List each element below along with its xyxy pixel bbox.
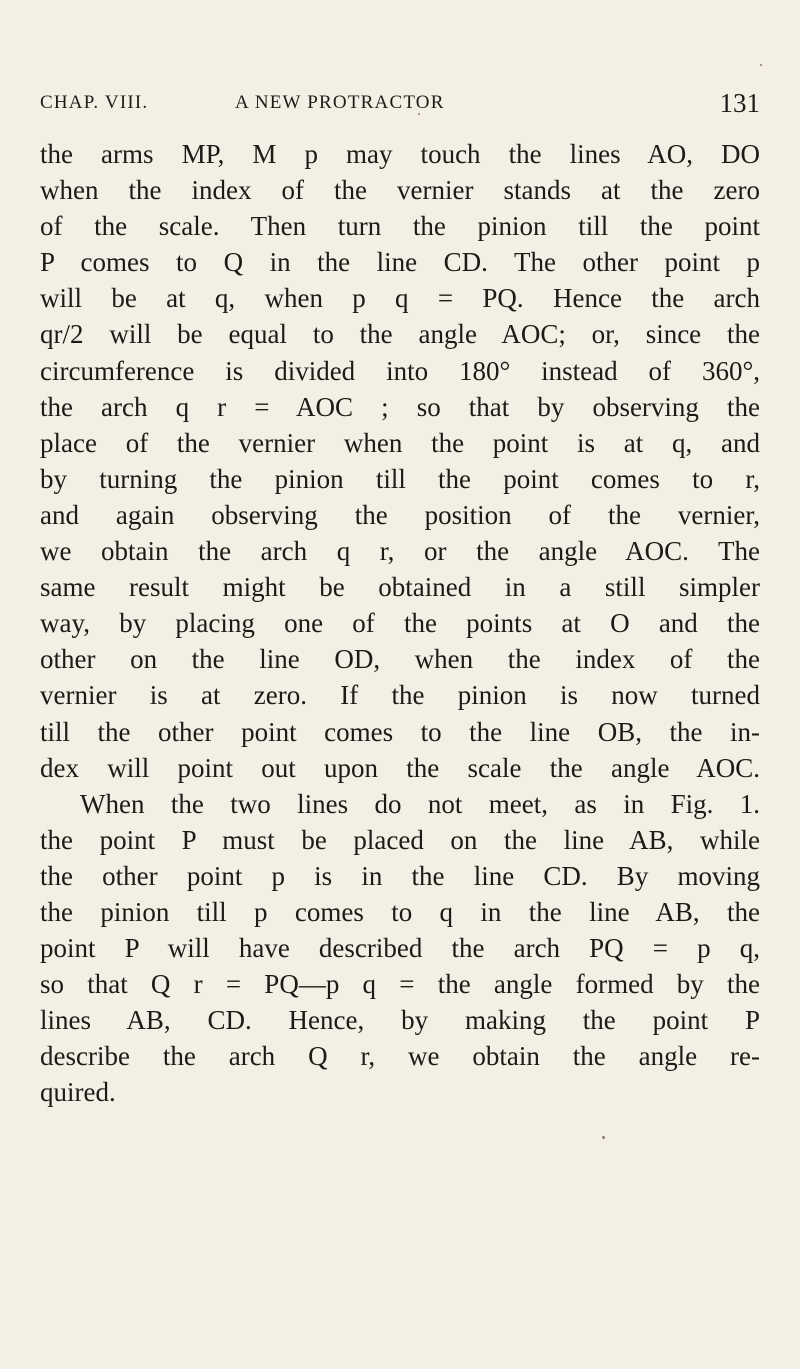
text-line: dex will point out upon the scale the angle AOC.: [40, 752, 760, 783]
paper-speck: [760, 64, 762, 66]
running-head: [40, 88, 760, 122]
text-line: so that Q r = PQ—p q = the angle formed by the: [40, 969, 760, 1000]
text-line: will be at q, when p q = PQ. Hence the arch: [40, 283, 760, 314]
text-line: the point P must be placed on the line AB, while: [40, 824, 760, 855]
text-line: we obtain the arch q r, or the angle AOC. The: [40, 536, 760, 567]
text-line: the other point p is in the line CD. By moving: [40, 860, 760, 891]
page-number: 131: [719, 88, 760, 118]
text-line: by turning the pinion till the point comes to r,: [40, 463, 760, 494]
text-line: the arms MP, M p may touch the lines AO, DO: [40, 139, 760, 169]
running-title: A NEW PROTRACTOR: [235, 92, 445, 113]
paper-speck: [418, 113, 420, 115]
text-line: qr/2 will be equal to the angle AOC; or, since the: [40, 319, 760, 350]
text-line: circumference is divided into 180° instead of 360°,: [40, 355, 760, 386]
text-line: quired.: [40, 1077, 116, 1108]
text-line: same result might be obtained in a still simpler: [40, 572, 760, 603]
text-line: lines AB, CD. Hence, by making the point P: [40, 1005, 760, 1036]
text-line: When the two lines do not meet, as in Fig. 1.: [80, 788, 760, 819]
text-line: P comes to Q in the line CD. The other point p: [40, 247, 760, 278]
chapter-label: CHAP. VIII.: [40, 92, 149, 113]
text-line: place of the vernier when the point is at q, and: [40, 427, 760, 458]
text-line: the arch q r = AOC ; so that by observing the: [40, 391, 760, 422]
text-line: the pinion till p comes to q in the line AB, the: [40, 896, 760, 927]
paper-speck: [602, 1136, 605, 1139]
text-line: point P will have described the arch PQ = p q,: [40, 933, 760, 964]
text-line: of the scale. Then turn the pinion till the point: [40, 211, 760, 242]
body-text: [40, 136, 760, 1111]
text-line: till the other point comes to the line OB, the in-: [40, 716, 760, 747]
text-line: describe the arch Q r, we obtain the angle re-: [40, 1041, 760, 1072]
text-line: and again observing the position of the vernier,: [40, 499, 760, 530]
text-line: when the index of the vernier stands at the zero: [40, 175, 760, 206]
text-line: vernier is at zero. If the pinion is now turned: [40, 680, 760, 711]
text-line: way, by placing one of the points at O and the: [40, 608, 760, 639]
text-line: other on the line OD, when the index of the: [40, 644, 760, 675]
